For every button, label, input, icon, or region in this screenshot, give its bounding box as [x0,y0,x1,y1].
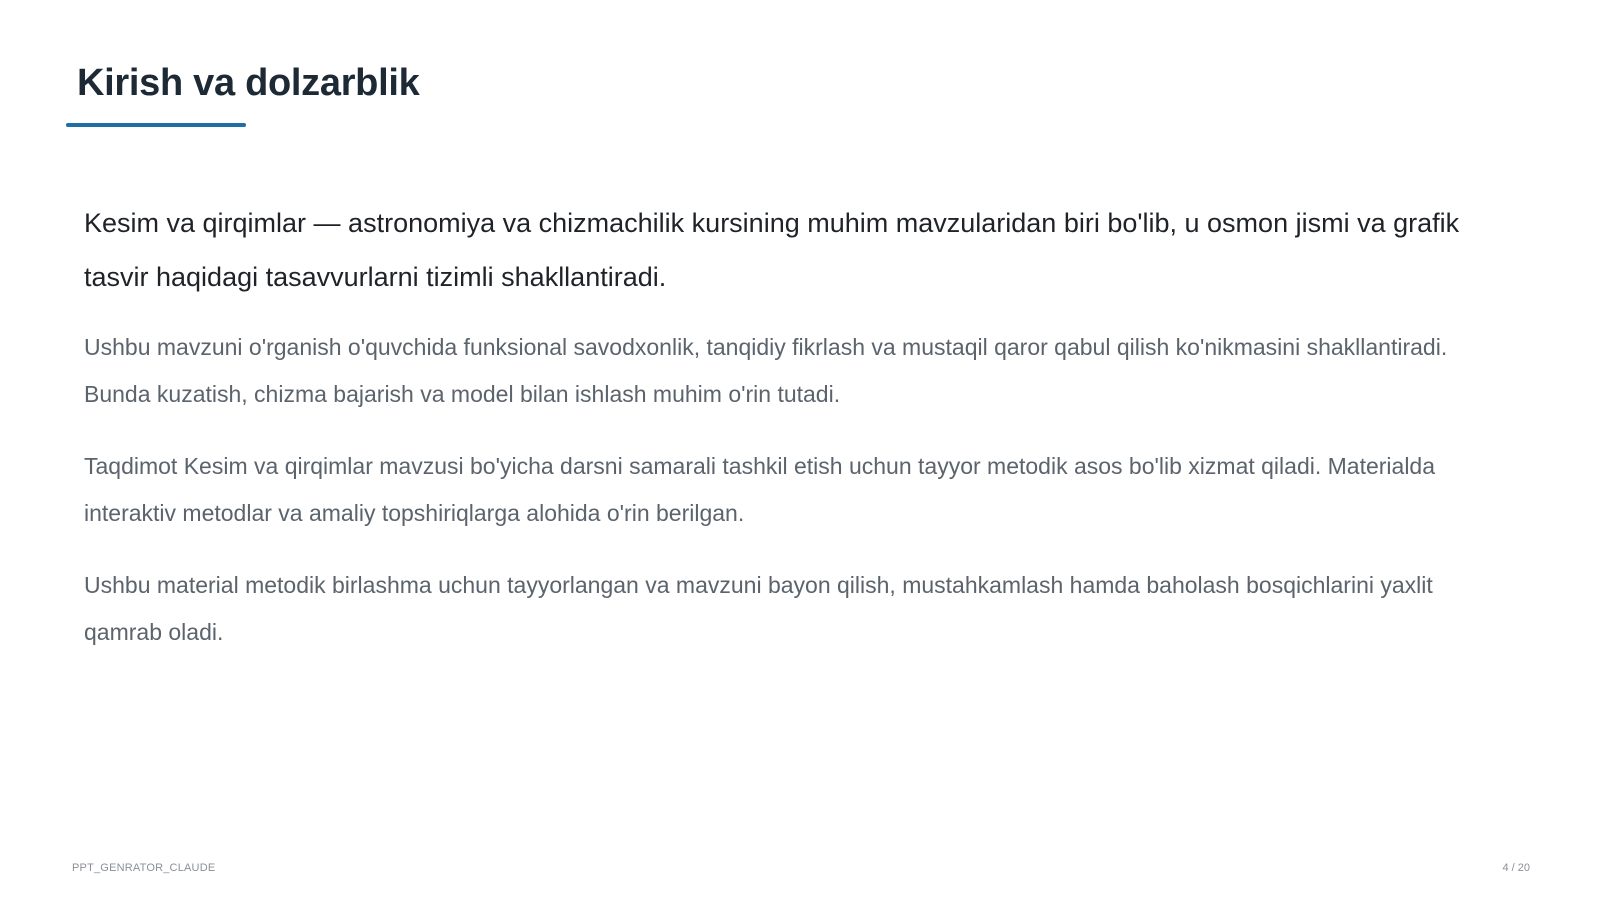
slide-content [84,196,1514,656]
title-underline [66,123,246,127]
page-indicator: 4 / 20 [1502,862,1530,874]
lead-paragraph: Kesim va qirqimlar — astronomiya va chizmachilik kursining muhim mavzularidan biri bo'lib, u osmon jismi va grafik tasvir haqidagi tasavvurlarni tizimli shakllantiradi. [84,208,1460,292]
slide-title: Kirish va dolzarblik [77,62,420,104]
footer-source: PPT_GENRATOR_CLAUDE [72,862,216,874]
body-paragraph-1: Ushbu mavzuni o'rganish o'quvchida funksional savodxonlik, tanqidiy fikrlash va mustaqil qaror qabul qilish ko'nikmasini shakllantiradi. Bunda kuzatish, chizma bajarish va model bilan ishlash muhim o'rin tutadi. [84,334,1448,407]
body-paragraph-3: Ushbu material metodik birlashma uchun tayyorlangan va mavzuni bayon qilish, mustahkamlash hamda baholash bosqichlarini yaxlit qamrab oladi. [84,572,1433,645]
body-paragraph-2: Taqdimot Kesim va qirqimlar mavzusi bo'yicha darsni samarali tashkil etish uchun tayyor metodik asos bo'lib xizmat qiladi. Materialda interaktiv metodlar va amaliy topshiriqlarga alohida o'rin berilgan. [84,453,1436,526]
